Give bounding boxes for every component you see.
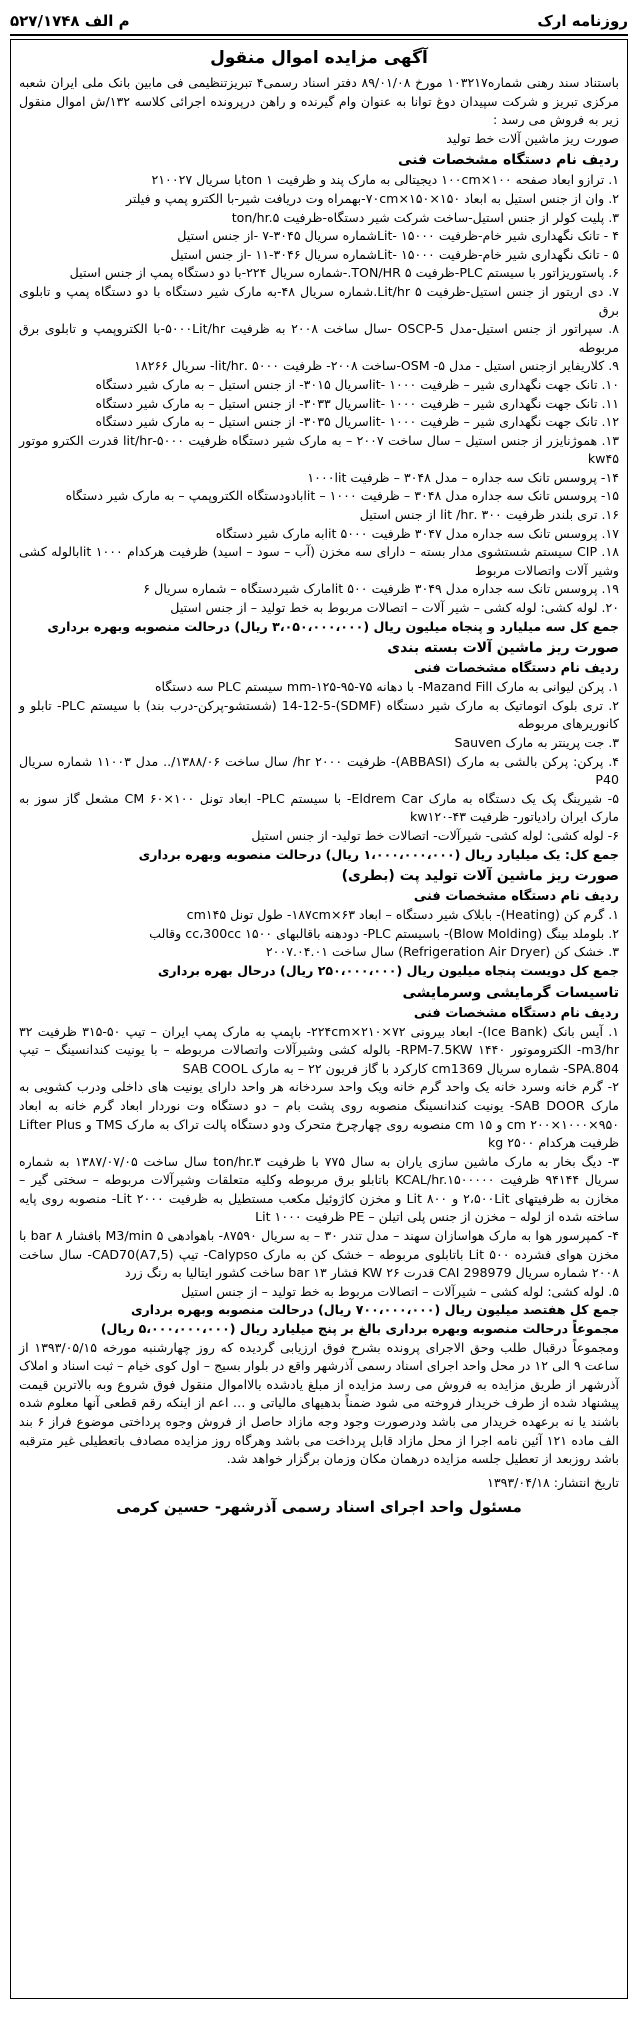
list-item: ۲. تری بلوک اتوماتیک به مارک شیر دستگاه (SDMF)-14-12-5 (شستشو-پرکن-درب بند) با سیستم PLC- تابلو و کانوریرهای مربوطه [19, 697, 619, 732]
list-item: ۱۰. تانک جهت نگهداری شیر – ظرفیت ۱۰۰۰ -litسریال ۳۰۱۵- از جنس استیل – به مارک شیر دستگاه [95, 376, 619, 392]
sections [19, 150, 619, 1320]
list-item: ۴- کمپرسور هوا به مارک هواسازان سهند – مدل تندر ۳۰ – به سریال ۸۷۵۹۰- باهوادهی ۵ M3/min بافشار ۸ bar با مخزن هوای فشرده ۵۰۰ Lit باتابلوی مربوطه – خشک کن به مارک Calypso- تیپ CAD70(A7,5)- سال ساخت ۲۰۰۸ شماره سریال CAI 298979 قدرت ۲۶ KW فشار ۱۳ bar ساخت کشور ایتالیا به رنگ زرد [19, 1228, 619, 1281]
newspaper-page [10, 8, 628, 2020]
closing-sum: مجموعاً درحالت منصوبه وبهره برداری بالغ بر پنج میلیارد ریال (۵،۰۰۰،۰۰۰،۰۰۰ ریال) [100, 1321, 619, 1337]
newspaper-name: روزنامه ارک [537, 12, 628, 30]
page-header [10, 8, 628, 36]
list-item: ۵. لوله کشی: لوله کشی – شیرآلات – اتصالات مربوط به خط تولید – از جنس استیل [181, 1283, 619, 1299]
list-item: ۳. پلیت کولر از جنس استیل-ساخت شرکت شیر دستگاه-ظرفیت ton/hr.۵ [231, 209, 619, 225]
list-item: ۱۸. CIP سیستم شستشوی مدار بسته – دارای سه مخزن (آب – سود – اسید) ظرفیت هرکدام ۱۰۰۰ litبالوله کشی وشیر آلات واتصالات مربوط [19, 544, 619, 578]
list-item: ۷. دی اریتور از جنس استیل-ظرفیت ۵ Lit/hr.شماره سریال ۴۸-به مارک شیر دستگاه با دو دستگاه پمپ و تابلوی برق [19, 283, 619, 318]
list-item: ۵ - تانک نگهداری شیر خام-ظرفیت ۱۵۰۰۰ -Litشماره سریال ۳۰۴۶-۱۱ -از جنس استیل [170, 246, 619, 262]
list-item: ۱۶. تری بلندر ظرفیت ۳۰۰ .lit /hr از جنس استیل [359, 507, 619, 523]
notice-title: آگهی مزایده اموال منقول [210, 48, 428, 68]
section-heading: صورت ریز ماشین آلات تولید پت (بطری) [341, 868, 619, 885]
section-total: جمع کل دویست پنجاه میلیون ریال (۲۵۰،۰۰۰،۰۰۰ ریال) درحال بهره برداری [157, 962, 619, 978]
section-total: جمع کل سه میلیارد و پنجاه میلیون ریال (۳،۰۵۰،۰۰۰،۰۰۰ ریال) درحالت منصوبه وبهره برداری [47, 618, 619, 634]
section-subheading: ردیف نام دستگاه مشخصات فنی [413, 661, 619, 677]
list-item: ۸. سپراتور از جنس استیل-مدل OSCP-5 -سال ساخت ۲۰۰۸ به ظرفیت ۵۰۰۰Lit/hr-با الکتروپمپ و تابلوی برق مربوطه [19, 321, 619, 355]
list-item: ۶. پاستوریزاتور با سیستم PLC-ظرفیت ۵ TON/HR.-شماره سریال ۲۲۴-با دو دستگاه پمپ از جنس استیل [69, 265, 619, 281]
list-item: ۲۰. لوله کشی: لوله کشی – شیر آلات – اتصالات مربوط به خط تولید – از جنس استیل [170, 600, 619, 616]
list-item: ۳- دیگ بخار به مارک ماشین سازی یاران به سال ۷۷۵ با ظرفیت ton/hr.۳ سال ساخت ۱۳۸۷/۰۷/۰۵ به شماره سریال ۹۴۱۴۴ ظرفیت KCAL/hr.۱۵۰۰۰۰۰ باتابلو برق مربوطه وکلیه متعلقات وشیرآلات مربوطه – سختی گیر – مخازن به ظرفیتهای ۲،۵۰۰Lit و Lit ۸۰۰ و مخزن کاژوئیل مکعب مستطیل به ظرفیت ۲۰۰۰ Lit- منصوبه روی پایه ساخته شده از لوله – مخزن از جنس پلی اتیلن – PE ظرفیت Lit ۱۰۰۰ [19, 1153, 620, 1225]
section-heading: ردیف نام دستگاه مشخصات فنی [398, 152, 619, 169]
list-item: ۹. کلاریفایر ازجنس استیل - مدل ۵- OSM-ساخت ۲۰۰۸- ظرفیت ۵۰۰۰ .lit/hr- سریال ۱۸۲۶۶ [134, 358, 619, 374]
list-item: ۲. بلوملد بینگ (Blow Molding)- باسیستم PLC- دودهنه باقالبهای ۱۵۰۰ cc،300cc وقالب [149, 925, 619, 941]
list-item: ۱۳. هموژنایزر از جنس استیل – سال ساخت ۲۰۰۷ – به مارک شیر دستگاه ظرفیت ۵۰۰۰-lit/hr قدرت الکترو موتور kw۴۵ [19, 432, 619, 467]
list-item: ۳. خشک کن (Refrigeration Air Dryer) سال ساخت ۲۰۰۷.۰۴.۰۱ [265, 944, 619, 960]
section-heading: تاسیسات گرمایشی وسرمایشی [402, 984, 619, 1001]
closing-body: ومجموعاً درقبال طلب وحق الاجرای پرونده بشرح فوق ارزیابی گردیده که روز چهارشنبه مورخه ۱۳۹۳/۰۵/۱۵ از ساعت ۹ الی ۱۲ در محل واحد اجرای اسناد رسمی آذرشهر واقع در بلوار بسیج – اول کوی خیام – ثبت اسناد و املاک آذرشهر از طریق مزایده به فروش می رسد مزایده از مبلغ یادشده بالااموال منقول فوق شروع وبه بالاترین قیمت پیشنهاد شده از طرف خریدار فروخته می شود ضمناً بدهیهای مالیاتی و … اعم از اینکه رقم قطعی آنها معلوم شده باشند یا نه برعهده خریدار می باشد ودرصورت وجود وجه مازاد حاصل از فروش وجوه پرداختی موضوع فراز ۶ بند الف ماده ۱۲۱ آئین نامه اجرا از محل مازاد قابل پرداخت می باشد وهرگاه روز مزایده مصادف باتعطیلی غیر مترقبه باشد روزبعد از تعطیل جلسه مزایده درهمان مکان وزمان برگزار خواهد شد. [19, 1339, 620, 1467]
list-item: ۱. پرکن لیوانی به مارک Mazand Fill- با دهانه ۷۵-۹۵-۱۲۵-mm سیستم PLC سه دستگاه [154, 679, 619, 695]
section-total: جمع کل هفتصد میلیون ریال (۷۰۰،۰۰۰،۰۰۰ ریال) درحالت منصوبه وبهره برداری [130, 1302, 619, 1318]
publish-date: تاریخ انتشار: ۱۳۹۳/۰۴/۱۸ [487, 1474, 619, 1490]
list-item: ۳. جت پرینتر به مارک Sauven [454, 735, 619, 750]
signature: مسئول واحد اجرای اسناد رسمی آذرشهر- حسین کرمی [116, 1497, 522, 1516]
section-heading: صورت ریز ماشین آلات بسته بندی [387, 640, 619, 657]
section-subheading: ردیف نام دستگاه مشخصات فنی [413, 889, 619, 905]
list-item: ۱۴- پروسس تانک سه جداره – مدل ۳۰۴۸ – ظرفیت ۱۰۰۰lit [307, 469, 619, 485]
list-item: ۴ - تانک نگهداری شیر خام-ظرفیت ۱۵۰۰۰ -Litشماره سریال ۳۰۴۵-۷ -از جنس استیل [177, 228, 619, 244]
section-subheading: ردیف نام دستگاه مشخصات فنی [413, 1005, 619, 1021]
list-item: ۴. پرکن: پرکن بالشی به مارک (ABBASI)- ظرفیت ۲۰۰۰ hr/ سال ساخت ۱۳۸۸/۰۶/.. مدل ۱۱۰۰۳ شماره سریال P40 [19, 753, 619, 788]
notice-box [10, 39, 628, 1999]
notice-intro-2: صورت ریز ماشین آلات خط تولید [446, 130, 619, 146]
list-item: ۱۵- پروسس تانک سه جداره مدل ۳۰۴۸ – ظرفیت ۱۰۰۰ – litبادودستگاه الکتروپمپ – به مارک شیر دستگاه [65, 488, 619, 504]
list-item: ۱. ترازو ابعاد صفحه ۱۰۰×۱۰۰cm دیجیتالی به مارک پند و ظرفیت ۱ tonبا سریال ۲۱۰۰۲۷ [151, 172, 619, 188]
notice-code: م الف ۵۲۷/۱۷۴۸ [10, 12, 130, 30]
list-item: ۱. گرم کن (Heating)- بابلاک شیر دستگاه – ابعاد ۶۳×۱۸۷cm- طول تونل cm۱۴۵ [186, 907, 619, 923]
list-item: ۱۷. پروسس تانک سه جداره مدل ۳۰۴۷ ظرفیت ۵۰۰۰ litبه مارک شیر دستگاه [215, 525, 619, 541]
list-item: ۲. وان از جنس استیل به ابعاد ۱۵۰×۱۵۰×۷۰cm-بهمراه وت دریافت شیر-با الکترو پمپ و فیلتر [125, 190, 619, 206]
list-item: ۲- گرم خانه وسرد خانه یک واحد گرم خانه ویک واحد سردخانه هر واحد دارای یونیت های داخلی ودرب کشویی به مارک SAB DOOR- یونیت کندانسینگ منصوبه روی پشت بام – دو دستگاه وت نوردار ابعاد گرم خانه به ابعاد ۹۵۰×۱۰۰۰×۲۰۰ cm و ۱۵ cm منصوبه روی چهارچرخ متحرک ودو دستگاه پالت تراک به مارک TMS و Lifter Plus ظرفیت هرکدام ۲۵۰۰ kg [19, 1079, 619, 1151]
list-item: ۱۱. تانک جهت نگهداری شیر – ظرفیت ۱۰۰۰ -litسریال ۳۰۳۳- از جنس استیل – به مارک شیر دستگاه [95, 395, 619, 411]
list-item: ۶- لوله کشی: لوله کشی- شیرآلات- اتصالات خط تولید- از جنس استیل [251, 827, 619, 843]
section-total: جمع کل: یک میلیارد ریال (۱،۰۰۰،۰۰۰،۰۰۰ ریال) درحالت منصوبه وبهره برداری [138, 846, 619, 862]
list-item: ۱. آیس بانک (Ice Bank)- ابعاد بیرونی ۷۲×۲۱۰×۲۲۴cm- باپمپ به مارک پمپ ایران – تیپ ۵۰-۳۱۵ ظرفیت ۳۲ m3/hr- الکتروموتور ۱۴۴۰ RPM-7.5KW- بالوله کشی وشیرآلات واتصالات مربوطه – با یونیت کندانسینگ – تیپ SPA.804- شماره سریال cm1369 کارکرد با گاز فریون ۲۲ – به مارک SAB COOL [19, 1023, 620, 1076]
list-item: ۵- شیرینگ پک یک دستگاه به مارک Eldrem Car- با سیستم PLC- ابعاد تونل ۱۰۰×۶۰ CM مشعل گاز سوز به مارک ایران رادیاتور- ظرفیت kw۱۲۰-۴۳ [19, 790, 619, 825]
list-item: ۱۹. پروسس تانک سه جداره مدل ۳۰۴۹ ظرفیت ۵۰۰ litمارک شیردستگاه – شماره سریال ۶ [143, 581, 619, 597]
list-item: ۱۲. تانک جهت نگهداری شیر – ظرفیت ۱۰۰۰ -litسریال ۳۰۳۵- از جنس استیل – به مارک شیر دستگاه [95, 414, 619, 430]
notice-intro: باستناد سند رهنی شماره۱۰۳۲۱۷ مورخ ۸۹/۰۱/۰۸ دفتر اسناد رسمی۴ تبریزتنظیمی فی مابین بانک ملی ایران شعبه مرکزی تبریز و شرکت سپیدان دوغ توانا به عنوان وام گیرنده و راهن درپرونده اجرائی کلاسه ۱۳۲/ش اموال منقول زیر به فروش می رسد : [19, 75, 619, 128]
